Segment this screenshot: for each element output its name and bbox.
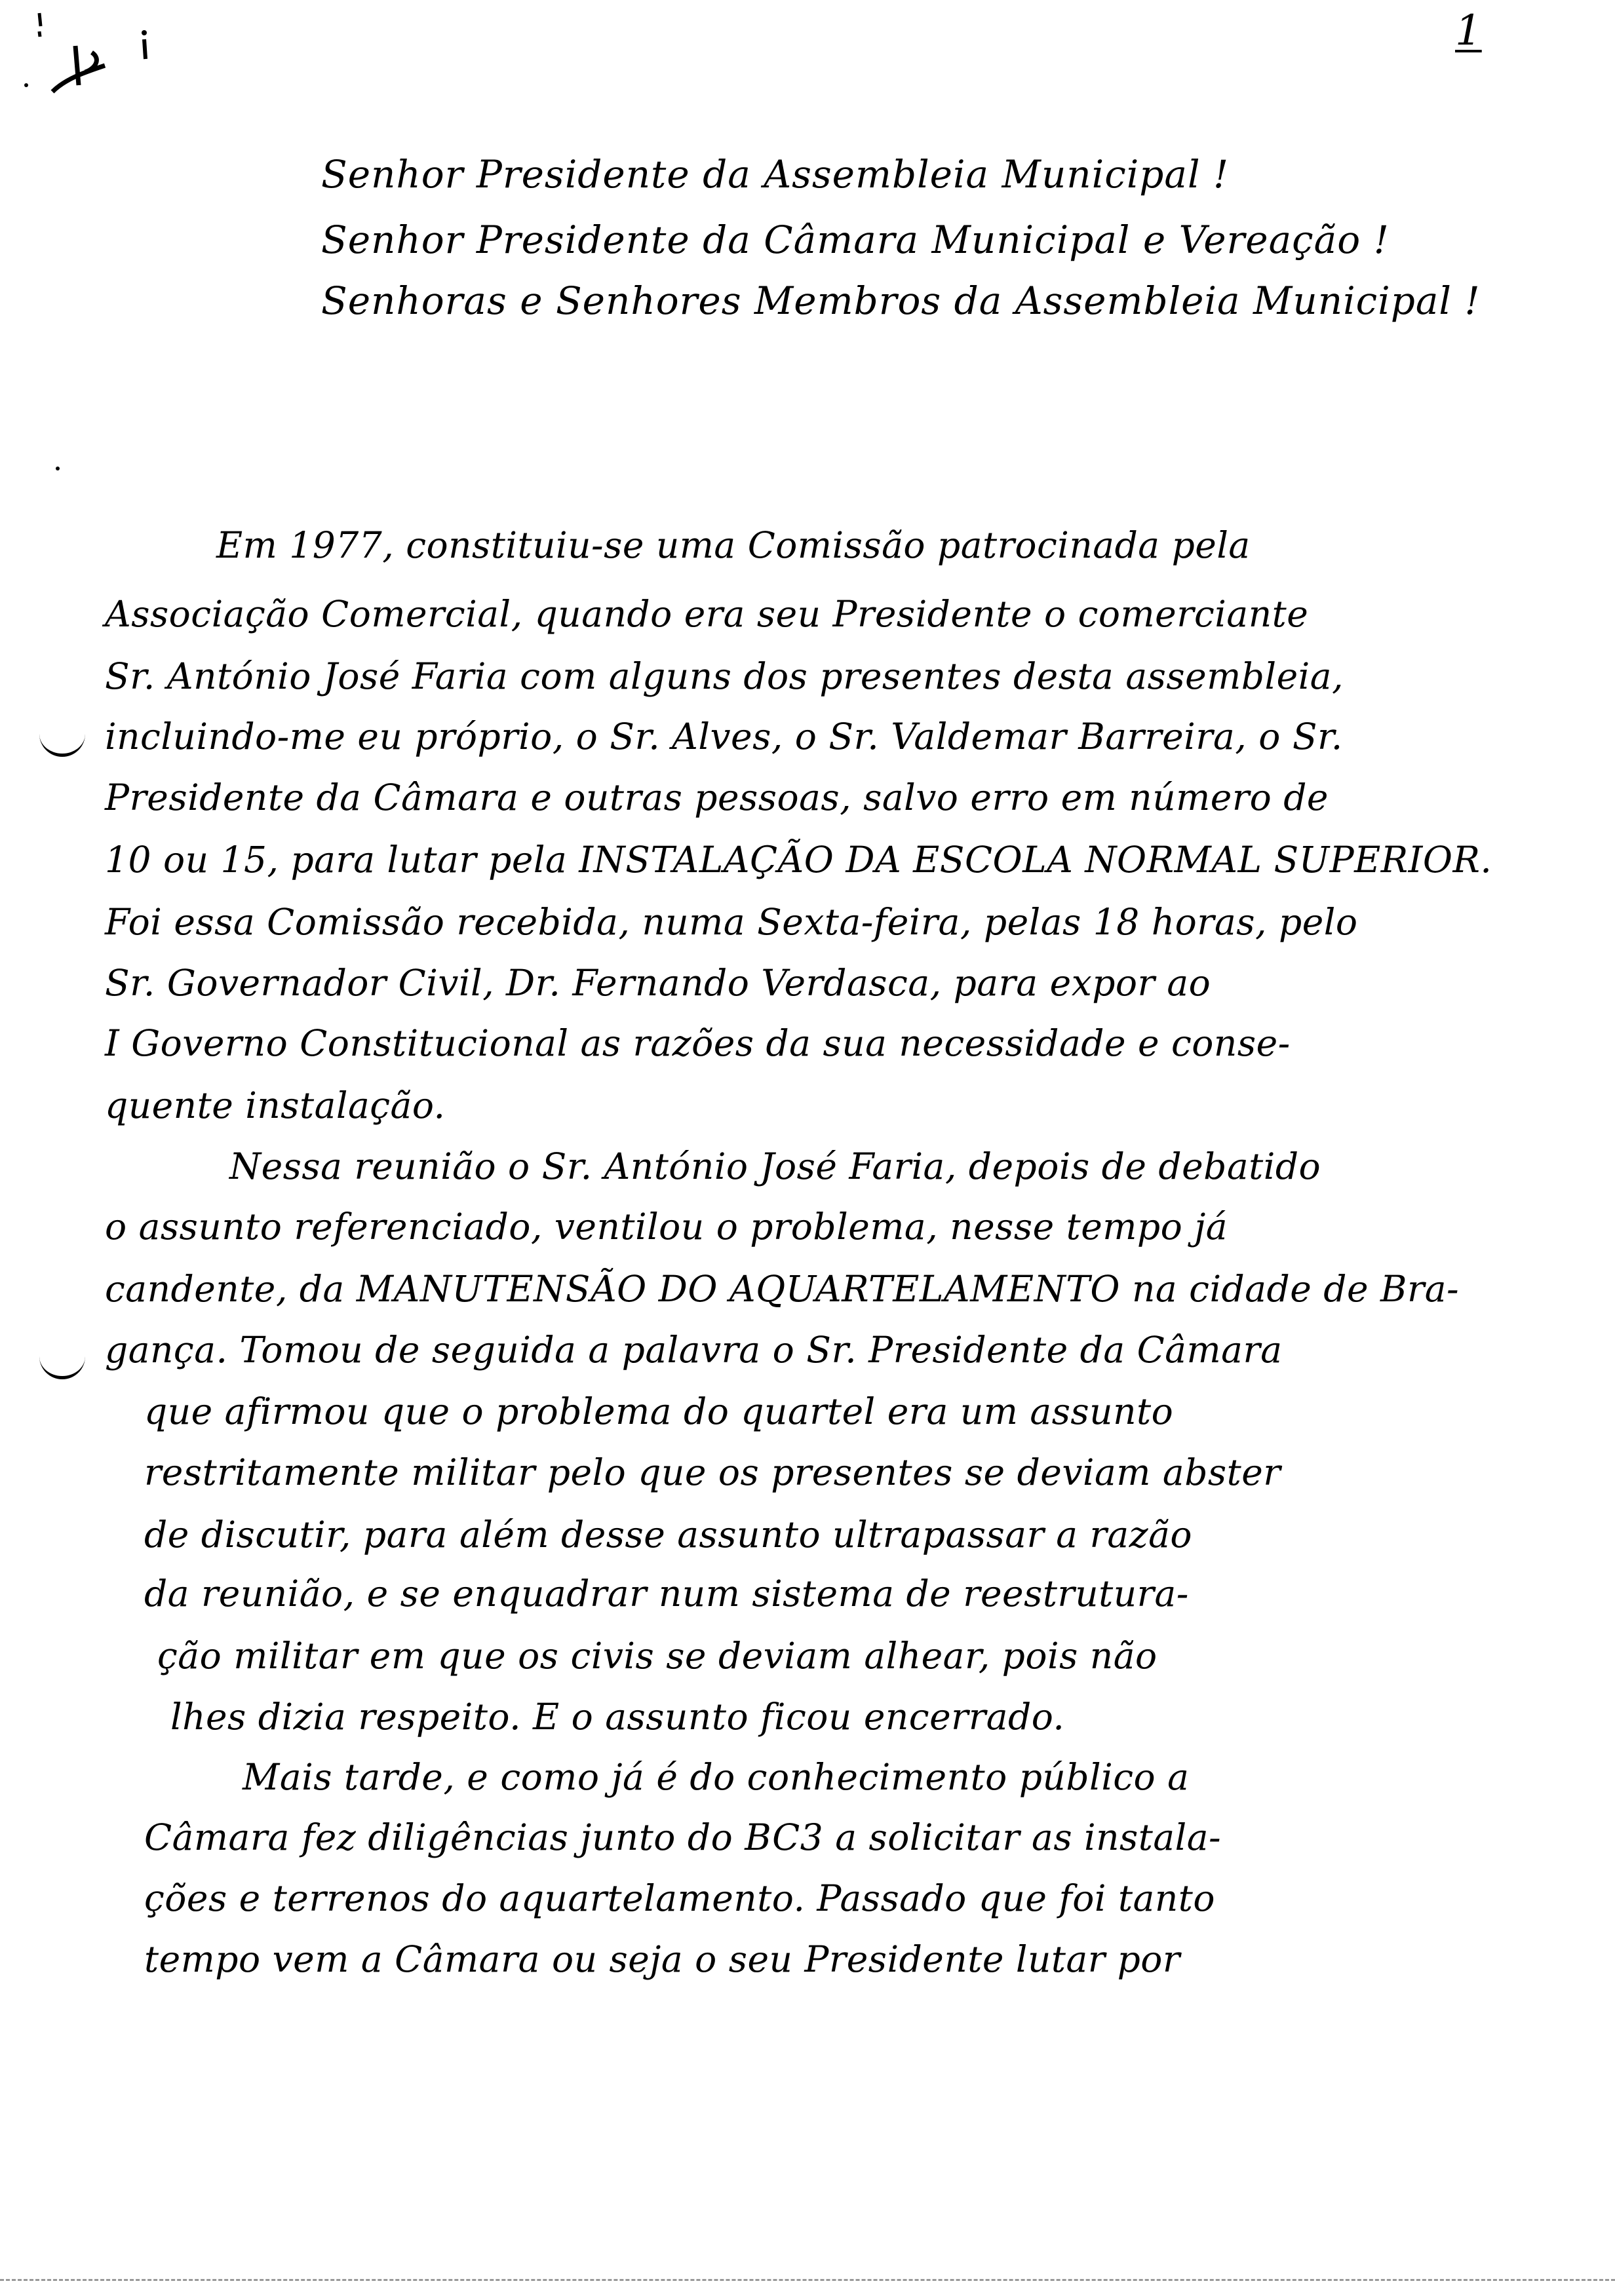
body-line: ção militar em que os civis se deviam alhear, pois não	[157, 1635, 1158, 1677]
body-line: Mais tarde, e como já é do conhecimento público a	[243, 1756, 1190, 1798]
body-line: que afirmou que o problema do quartel era um assunto	[144, 1390, 1174, 1432]
body-line: I Governo Constitucional as razões da sua necessidade e conse-	[105, 1022, 1291, 1064]
salutation-line: Senhor Presidente da Câmara Municipal e Vereação !	[321, 218, 1390, 262]
body-line: Associação Comercial, quando era seu Presidente o comerciante	[105, 593, 1309, 635]
body-line: Sr. António José Faria com alguns dos presentes desta assembleia,	[105, 655, 1344, 697]
body-line: Foi essa Comissão recebida, numa Sexta-feira, pelas 18 horas, pelo	[105, 901, 1358, 943]
body-line: de discutir, para além desse assunto ultrapassar a razão	[144, 1514, 1192, 1556]
body-line: da reunião, e se enquadrar num sistema de reestrutura-	[144, 1573, 1189, 1615]
body-line: quente instalação.	[105, 1084, 446, 1126]
body-line: gança. Tomou de seguida a palavra o Sr. Presidente da Câmara	[105, 1329, 1283, 1371]
body-line: restritamente militar pelo que os presentes se deviam abster	[144, 1451, 1281, 1493]
body-line: incluindo-me eu próprio, o Sr. Alves, o Sr. Valdemar Barreira, o Sr.	[105, 716, 1343, 757]
corner-scribble-mark	[13, 7, 157, 105]
page-number: 1	[1455, 7, 1482, 55]
body-line: Sr. Governador Civil, Dr. Fernando Verdasca, para expor ao	[105, 962, 1211, 1004]
stray-dot	[56, 467, 60, 470]
salutation-line: Senhor Presidente da Assembleia Municipal !	[321, 152, 1230, 197]
body-line: Nessa reunião o Sr. António José Faria, depois de debatido	[229, 1145, 1321, 1187]
body-line: candente, da MANUTENSÃO DO AQUARTELAMENTO na cidade de Bra-	[105, 1268, 1460, 1310]
body-line: tempo vem a Câmara ou seja o seu Presidente lutar por	[144, 1938, 1180, 1980]
body-line: Presidente da Câmara e outras pessoas, salvo erro em número de	[105, 776, 1329, 818]
margin-check-mark	[39, 727, 85, 757]
body-line: ções e terrenos do aquartelamento. Passado que foi tanto	[144, 1877, 1216, 1919]
salutation-line: Senhoras e Senhores Membros da Assembleia Municipal !	[321, 278, 1481, 323]
body-line: o assunto referenciado, ventilou o problema, nesse tempo já	[105, 1206, 1228, 1248]
body-line: 10 ou 15, para lutar pela INSTALAÇÃO DA ESCOLA NORMAL SUPERIOR.	[105, 839, 1492, 881]
body-line: lhes dizia respeito. E o assunto ficou encerrado.	[170, 1696, 1065, 1738]
scan-edge-noise	[0, 2279, 1615, 2284]
margin-check-mark	[39, 1350, 85, 1379]
body-line: Câmara fez diligências junto do BC3 a solicitar as instala-	[144, 1816, 1222, 1858]
body-line: Em 1977, constituiu-se uma Comissão patrocinada pela	[216, 524, 1251, 566]
